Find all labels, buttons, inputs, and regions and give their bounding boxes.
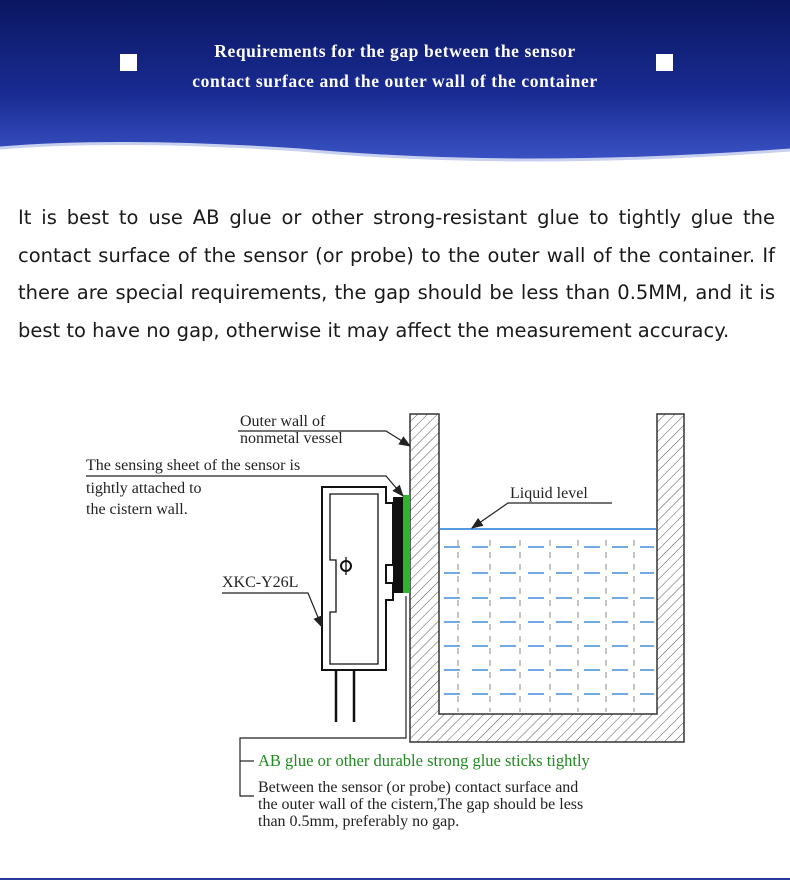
outer-wall-label-line-1: Outer wall of (240, 413, 326, 430)
bottom-divider (0, 878, 790, 880)
title-line-1: Requirements for the gap between the sensor (214, 41, 576, 61)
ab-glue (403, 495, 410, 593)
glue-note-label: AB glue or other durable strong glue sticks tightly (258, 751, 590, 770)
sensing-sheet-label (86, 457, 300, 518)
gap-note-label (258, 779, 583, 830)
gap-note-line-3: than 0.5mm, preferably no gap. (258, 813, 460, 830)
gap-note-line-2: the outer wall of the cistern,The gap should be less (258, 796, 584, 813)
installation-diagram (0, 395, 790, 865)
liquid-level-label: Liquid level (510, 485, 588, 502)
outer-wall-label (240, 413, 343, 447)
intro-paragraph: It is best to use AB glue or other strong-resistant glue to tightly glue the contact surface of the sensor (or probe) to the outer wall of the container. If there are special requirements, the gap should be less than 0.5MM, and it is best to have no gap, otherwise it may affect the measurement accuracy. (18, 206, 775, 342)
liquid (440, 529, 656, 712)
container-walls (410, 414, 684, 742)
sensor-body (322, 487, 403, 722)
header-banner (0, 0, 790, 170)
right-square-icon (656, 54, 673, 71)
sensing-label-line-3: the cistern wall. (86, 501, 188, 518)
left-square-icon (120, 54, 137, 71)
sensing-label-line-2: tightly attached to (86, 480, 202, 497)
page-title (150, 36, 640, 96)
outer-wall-label-line-2: nonmetal vessel (240, 430, 343, 447)
sensing-label-line-1: The sensing sheet of the sensor is (86, 457, 301, 474)
model-label: XKC-Y26L (222, 574, 299, 591)
gap-note-line-1: Between the sensor (or probe) contact surface and (258, 779, 579, 796)
title-line-2: contact surface and the outer wall of the container (192, 71, 598, 91)
